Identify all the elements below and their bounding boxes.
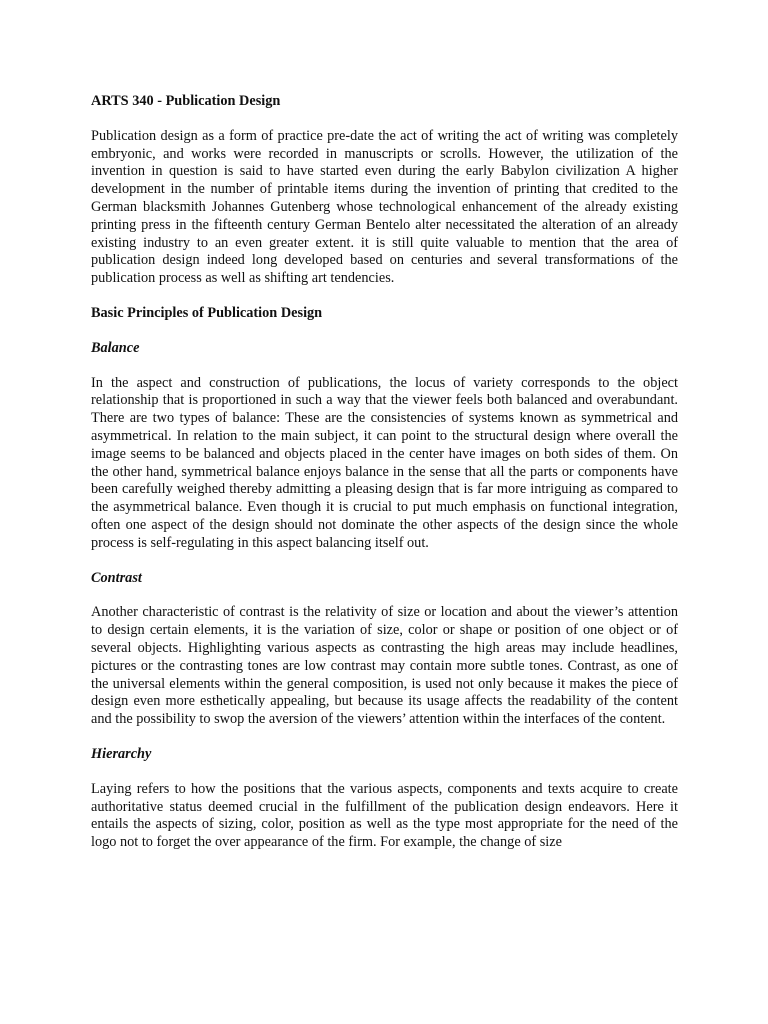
contrast-paragraph: Another characteristic of contrast is the relativity of size or location and about the viewer’s attention to design certain elements, it is the variation of size, color or shape or position of one object or of several objects. Highlighting various aspects as contrasting the high areas may include headlines, pictures or the contrasting tones are low contrast may contain more subtle tones. Contrast, as one of the universal elements within the general composition, is used not only because it makes the piece of design even more esthetically appealing, but because its usage affects the readability of the content and the possibility to swop the aversion of the viewers’ attention within the interfaces of the content.: [91, 604, 678, 728]
balance-heading: Balance: [91, 339, 140, 356]
contrast-heading: Contrast: [91, 569, 142, 586]
intro-paragraph: Publication design as a form of practice pre-date the act of writing the act of writing was completely embryonic, and works were recorded in manuscripts or scrolls. However, the utilization of the invention in question is said to have started even during the early Babylon civilization A higher development in the number of printable items during the invention of printing that credited to the German blacksmith Johannes Gutenberg whose technological enhancement of the already existing printing press in the fifteenth century German Bentelo alter necessitated the alteration of an already existing industry to an even greater extent. it is still quite valuable to mention that the area of publication design indeed long developed based on centuries and several transformations of the publication process as well as shifting art tendencies.: [91, 127, 678, 287]
balance-paragraph: In the aspect and construction of publications, the locus of variety corresponds to the object relationship that is proportioned in such a way that the viewer feels both balanced and overabundant. There are two types of balance: These are the consistencies of systems known as symmetrical and asymmetrical. In relation to the main subject, it can point to the structural design where overall the image seems to be balanced and objects placed in the center have images on both sides of them. On the other hand, symmetrical balance enjoys balance in the sense that all the parts or components have been carefully weighed thereby admitting a pleasing design that is far more intriguing as compared to the asymmetrical balance. Even though it is crucial to put much emphasis on functional integration, often one aspect of the design should not dominate the other aspects of the design since the whole process is self-regulating in this aspect balancing itself out.: [91, 374, 678, 551]
hierarchy-heading: Hierarchy: [91, 745, 152, 762]
hierarchy-paragraph: Laying refers to how the positions that the various aspects, components and texts acquire to create authoritative status deemed crucial in the fulfillment of the publication design endeavors. Here it entails the aspects of sizing, color, position as well as the type most appropriate for the need of the logo not to forget the over appearance of the firm. For example, the change of size: [91, 780, 678, 851]
document-body: [91, 93, 678, 869]
document-title: ARTS 340 - Publication Design: [91, 93, 281, 109]
section-heading: Basic Principles of Publication Design: [91, 304, 323, 321]
